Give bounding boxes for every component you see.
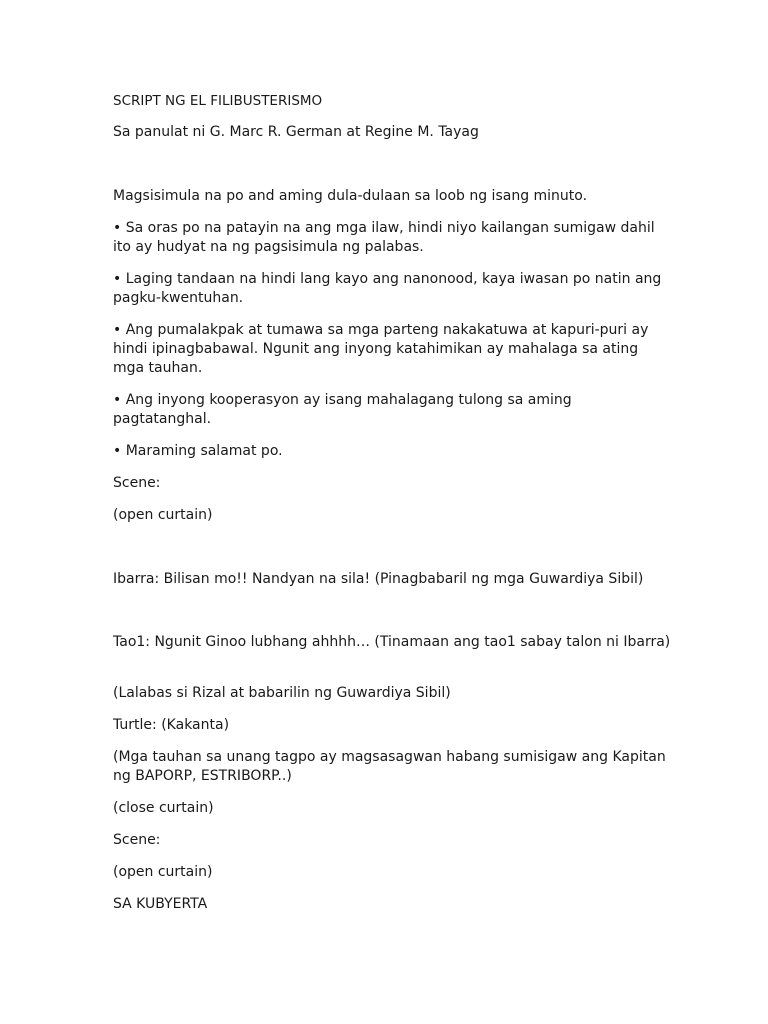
stage-direction: (Lalabas si Rizal at babarilin ng Guwardiya Sibil) <box>113 685 451 701</box>
stage-direction: (close curtain) <box>113 800 214 816</box>
bullet-item: • Sa oras po na patayin na ang mga ilaw, hindi niyo kailangan sumigaw dahil ito ay hudyat na ng pagsisimula ng palabas. <box>113 220 655 255</box>
bullet-item: • Maraming salamat po. <box>113 443 283 459</box>
location-heading: SA KUBYERTA <box>113 896 208 912</box>
dialogue-line: Turtle: (Kakanta) <box>113 717 230 733</box>
scene-label: Scene: <box>113 475 161 491</box>
stage-direction: (open curtain) <box>113 507 213 523</box>
scene-label: Scene: <box>113 832 161 848</box>
document-title: SCRIPT NG EL FILIBUSTERISMO <box>113 93 323 109</box>
stage-direction: (open curtain) <box>113 864 213 880</box>
intro-paragraph: Magsisimula na po and aming dula-dulaan sa loob ng isang minuto. <box>113 188 588 204</box>
bullet-item: • Laging tandaan na hindi lang kayo ang nanonood, kaya iwasan po natin ang pagku-kwentuhan. <box>113 271 662 306</box>
stage-direction: (Mga tauhan sa unang tagpo ay magsasagwan habang sumisigaw ang Kapitan ng BAPORP, ESTRIBORP..) <box>113 749 666 784</box>
dialogue-line: Ibarra: Bilisan mo!! Nandyan na sila! (Pinagbabaril ng mga Guwardiya Sibil) <box>113 571 644 587</box>
document-byline: Sa panulat ni G. Marc R. German at Regine M. Tayag <box>113 124 479 140</box>
bullet-item: • Ang pumalakpak at tumawa sa mga parteng nakakatuwa at kapuri-puri ay hindi ipinagbabawal. Ngunit ang inyong katahimikan ay mahalaga sa ating mga tauhan. <box>113 322 649 376</box>
dialogue-line: Tao1: Ngunit Ginoo lubhang ahhhh… (Tinamaan ang tao1 sabay talon ni Ibarra) <box>113 634 671 650</box>
bullet-item: • Ang inyong kooperasyon ay isang mahalagang tulong sa aming pagtatanghal. <box>113 392 572 427</box>
